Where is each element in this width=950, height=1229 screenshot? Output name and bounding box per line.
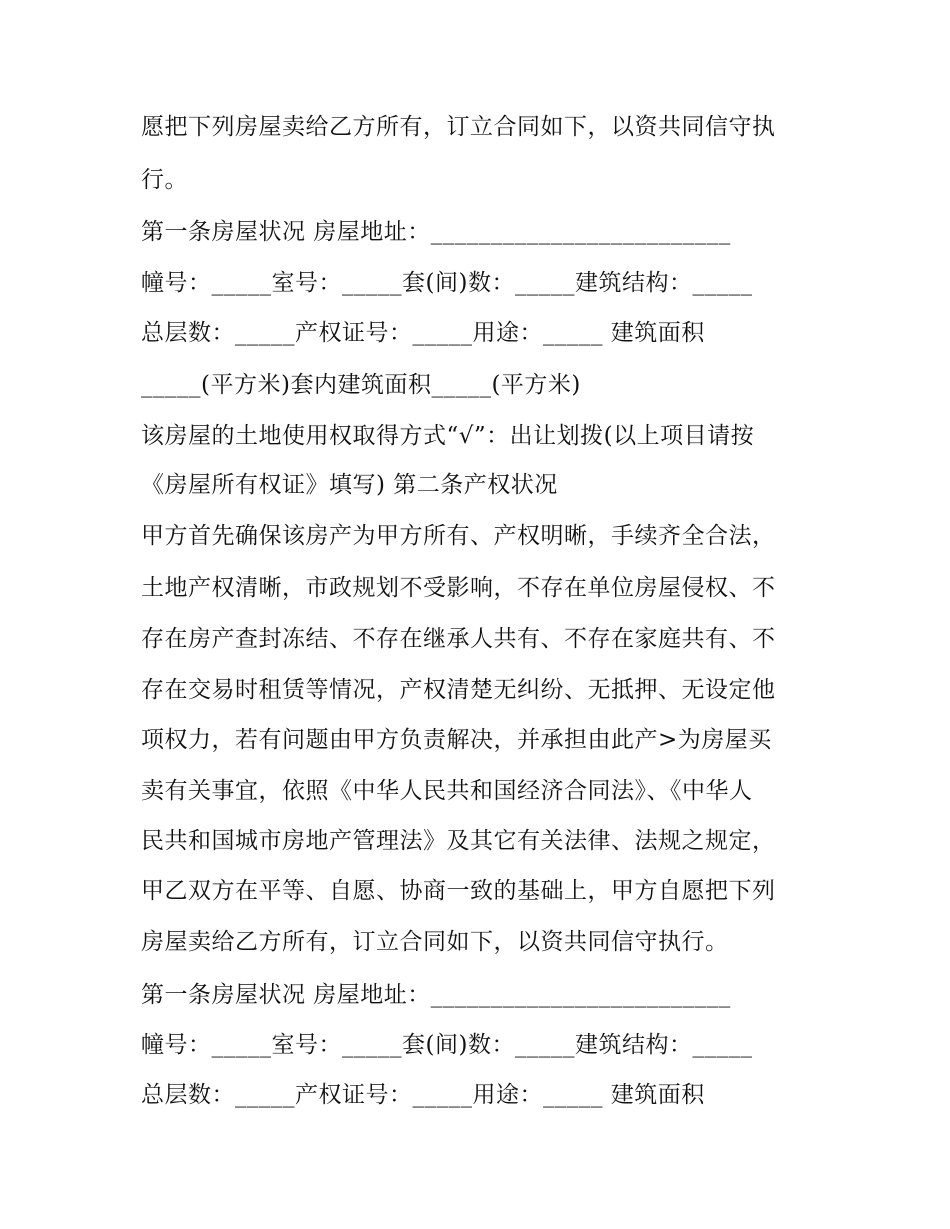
text-line: 第一条房屋状况 房屋地址：_________________________	[141, 219, 731, 245]
text-line: 《房屋所有权证》填写) 第二条产权状况	[141, 472, 558, 498]
text-line: 幢号：_____室号：_____套(间)数：_____建筑结构：_____	[141, 270, 753, 296]
text-line: 甲乙双方在平等、自愿、协商一致的基础上，甲方自愿把下列	[141, 878, 776, 904]
text-line: 幢号：_____室号：_____套(间)数：_____建筑结构：_____	[141, 1032, 753, 1058]
text-line: 总层数：_____产权证号：_____用途：_____ 建筑面积	[141, 320, 705, 346]
text-line: 项权力，若有问题由甲方负责解决，并承担由此产>为房屋买	[141, 727, 772, 753]
text-line: 行。	[141, 167, 188, 193]
text-line: 第一条房屋状况 房屋地址：_________________________	[141, 982, 731, 1008]
text-line: 土地产权清晰，市政规划不受影响，不存在单位房屋侵权、不	[141, 575, 776, 601]
text-line: 房屋卖给乙方所有，订立合同如下，以资共同信守执行。	[141, 929, 729, 955]
text-line: 甲方首先确保该房产为甲方所有、产权明晰，手续齐全合法，	[141, 523, 776, 549]
text-line: 民共和国城市房地产管理法》及其它有关法律、法规之规定，	[141, 828, 776, 854]
text-line: 愿把下列房屋卖给乙方所有，订立合同如下，以资共同信守执	[141, 114, 776, 140]
text-line: 卖有关事宜，依照《中华人民共和国经济合同法》、《中华人	[141, 778, 753, 804]
text-line: 该房屋的土地使用权取得方式“√”：出让划拨(以上项目请按	[141, 423, 755, 449]
text-line: _____(平方米)套内建筑面积_____(平方米)	[141, 372, 581, 398]
text-line: 总层数：_____产权证号：_____用途：_____ 建筑面积	[141, 1082, 705, 1108]
text-line: 存在房产查封冻结、不存在继承人共有、不存在家庭共有、不	[141, 626, 776, 652]
text-line: 存在交易时租赁等情况，产权清楚无纠纷、无抵押、无设定他	[141, 677, 776, 703]
